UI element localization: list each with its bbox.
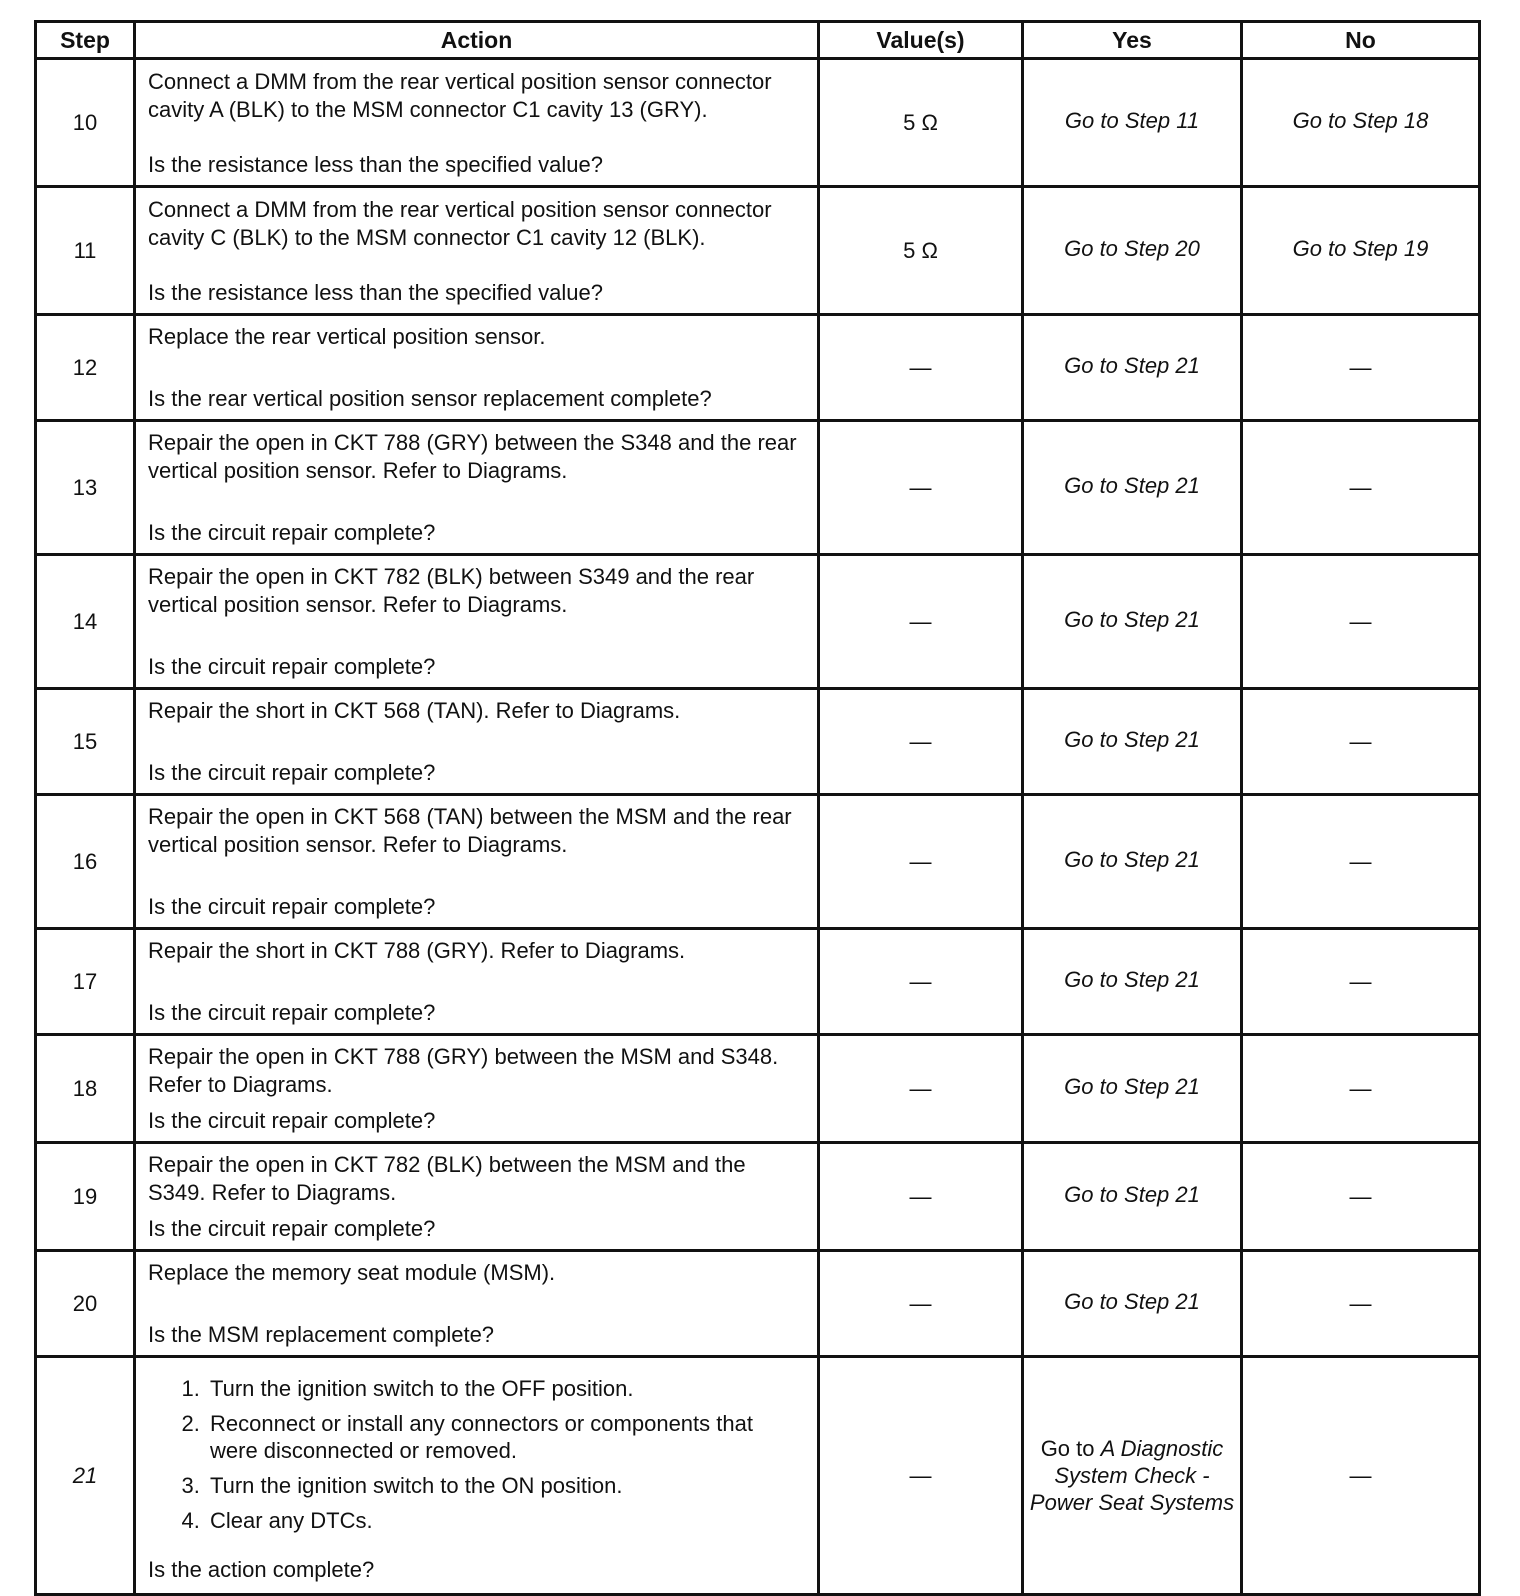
action-question: Is the resistance less than the specified value? [148,151,603,177]
table-row [36,555,1480,689]
action-question: Is the circuit repair complete? [148,654,436,679]
procedure-item: 1. Turn the ignition switch to the OFF position. [206,1375,803,1402]
no-cell[interactable]: Go to Step 18 [1242,59,1480,187]
value-cell: — [819,315,1023,421]
procedure-item: 3. Turn the ignition switch to the ON position. [206,1472,803,1499]
table-row [36,1251,1480,1357]
value-cell: — [819,795,1023,929]
table-row [36,187,1480,315]
no-cell[interactable]: Go to Step 19 [1242,187,1480,315]
no-cell: — [1242,1035,1480,1143]
action-question: Is the circuit repair complete? [148,520,436,545]
action-instruction: Connect a DMM from the rear vertical position sensor connector cavity C (BLK) to the MSM connector C1 cavity 12 (BLK). [148,196,772,250]
action-question: Is the circuit repair complete? [148,1000,436,1025]
action-cell [135,1143,819,1251]
action-question: Is the circuit repair complete? [148,760,436,785]
action-instruction: Repair the open in CKT 788 (GRY) between the MSM and S348. Refer to Diagrams. [148,1044,779,1097]
action-question: Is the MSM replacement complete? [148,1322,495,1347]
step-number: 12 [36,315,135,421]
value-cell: — [819,421,1023,555]
yes-prefix: Go to [1040,1435,1095,1461]
step-number: 10 [36,59,135,187]
table-row [36,59,1480,187]
step-number: 14 [36,555,135,689]
table-row [36,689,1480,795]
yes-cell[interactable]: Go to Step 21 [1023,929,1242,1035]
action-question: Is the circuit repair complete? [148,1216,436,1241]
table-header-row [36,22,1480,59]
action-instruction: Repair the open in CKT 788 (GRY) between the S348 and the rear vertical position sensor. Refer to Diagrams. [148,430,797,483]
value-cell: — [819,1357,1023,1595]
no-cell: — [1242,795,1480,929]
step-number: 17 [36,929,135,1035]
diagnostic-system-check-link[interactable]: A Diagnostic System Check - Power Seat Systems [1029,1435,1235,1515]
yes-cell[interactable] [1023,1357,1242,1595]
yes-cell[interactable]: Go to Step 21 [1023,1035,1242,1143]
value-cell: 5 Ω [819,59,1023,187]
no-cell: — [1242,689,1480,795]
procedure-item: 2. Reconnect or install any connectors or components that were disconnected or removed. [206,1410,803,1464]
action-instruction: Repair the short in CKT 788 (GRY). Refer to Diagrams. [148,938,686,963]
table-row [36,315,1480,421]
no-cell: — [1242,1357,1480,1595]
value-cell: — [819,555,1023,689]
step-number: 11 [36,187,135,315]
table-row-final [36,1357,1480,1595]
action-cell [135,1357,819,1595]
step-number: 19 [36,1143,135,1251]
action-cell [135,1035,819,1143]
action-instruction: Replace the memory seat module (MSM). [148,1260,556,1285]
table-row [36,1035,1480,1143]
value-cell: — [819,929,1023,1035]
yes-cell[interactable]: Go to Step 20 [1023,187,1242,315]
action-instruction: Repair the open in CKT 782 (BLK) between the MSM and the S349. Refer to Diagrams. [148,1152,746,1205]
step-number: 16 [36,795,135,929]
action-instruction: Connect a DMM from the rear vertical position sensor connector cavity A (BLK) to the MSM connector C1 cavity 13 (GRY). [148,68,772,122]
header-no: No [1242,22,1480,59]
action-question: Is the circuit repair complete? [148,1108,436,1133]
yes-cell[interactable]: Go to Step 21 [1023,1251,1242,1357]
action-instruction: Repair the short in CKT 568 (TAN). Refer to Diagrams. [148,698,681,723]
step-number: 21 [36,1357,135,1595]
table-row [36,421,1480,555]
yes-cell[interactable]: Go to Step 21 [1023,795,1242,929]
diagnostic-table [34,20,1481,1596]
yes-cell[interactable]: Go to Step 21 [1023,689,1242,795]
table-body [36,59,1480,1595]
action-cell [135,555,819,689]
action-question: Is the action complete? [148,1556,375,1582]
action-cell [135,315,819,421]
no-cell: — [1242,1251,1480,1357]
no-cell: — [1242,929,1480,1035]
action-cell [135,795,819,929]
action-instruction: Replace the rear vertical position sensor. [148,324,546,349]
step-number: 20 [36,1251,135,1357]
step-number: 15 [36,689,135,795]
header-action: Action [135,22,819,59]
table-row [36,795,1480,929]
procedure-list [148,1375,803,1534]
header-values: Value(s) [819,22,1023,59]
table-row [36,1143,1480,1251]
header-yes: Yes [1023,22,1242,59]
value-cell: — [819,1251,1023,1357]
no-cell: — [1242,1143,1480,1251]
action-cell [135,929,819,1035]
action-cell [135,1251,819,1357]
action-cell [135,59,819,187]
yes-cell[interactable]: Go to Step 11 [1023,59,1242,187]
action-question: Is the rear vertical position sensor replacement complete? [148,386,712,411]
action-question: Is the resistance less than the specified value? [148,279,603,305]
action-cell [135,689,819,795]
yes-cell[interactable]: Go to Step 21 [1023,555,1242,689]
value-cell: — [819,1143,1023,1251]
action-instruction: Repair the open in CKT 782 (BLK) between S349 and the rear vertical position sensor. Refer to Diagrams. [148,564,755,617]
action-instruction: Repair the open in CKT 568 (TAN) between the MSM and the rear vertical position sensor. Refer to Diagrams. [148,804,792,857]
step-number: 13 [36,421,135,555]
value-cell: — [819,689,1023,795]
header-step: Step [36,22,135,59]
table-row [36,929,1480,1035]
yes-cell[interactable]: Go to Step 21 [1023,315,1242,421]
yes-cell[interactable]: Go to Step 21 [1023,421,1242,555]
procedure-item: 4. Clear any DTCs. [206,1507,803,1534]
yes-cell[interactable]: Go to Step 21 [1023,1143,1242,1251]
action-question: Is the circuit repair complete? [148,894,436,919]
no-cell: — [1242,421,1480,555]
action-cell [135,421,819,555]
value-cell: — [819,1035,1023,1143]
value-cell: 5 Ω [819,187,1023,315]
no-cell: — [1242,555,1480,689]
step-number: 18 [36,1035,135,1143]
no-cell: — [1242,315,1480,421]
action-cell [135,187,819,315]
